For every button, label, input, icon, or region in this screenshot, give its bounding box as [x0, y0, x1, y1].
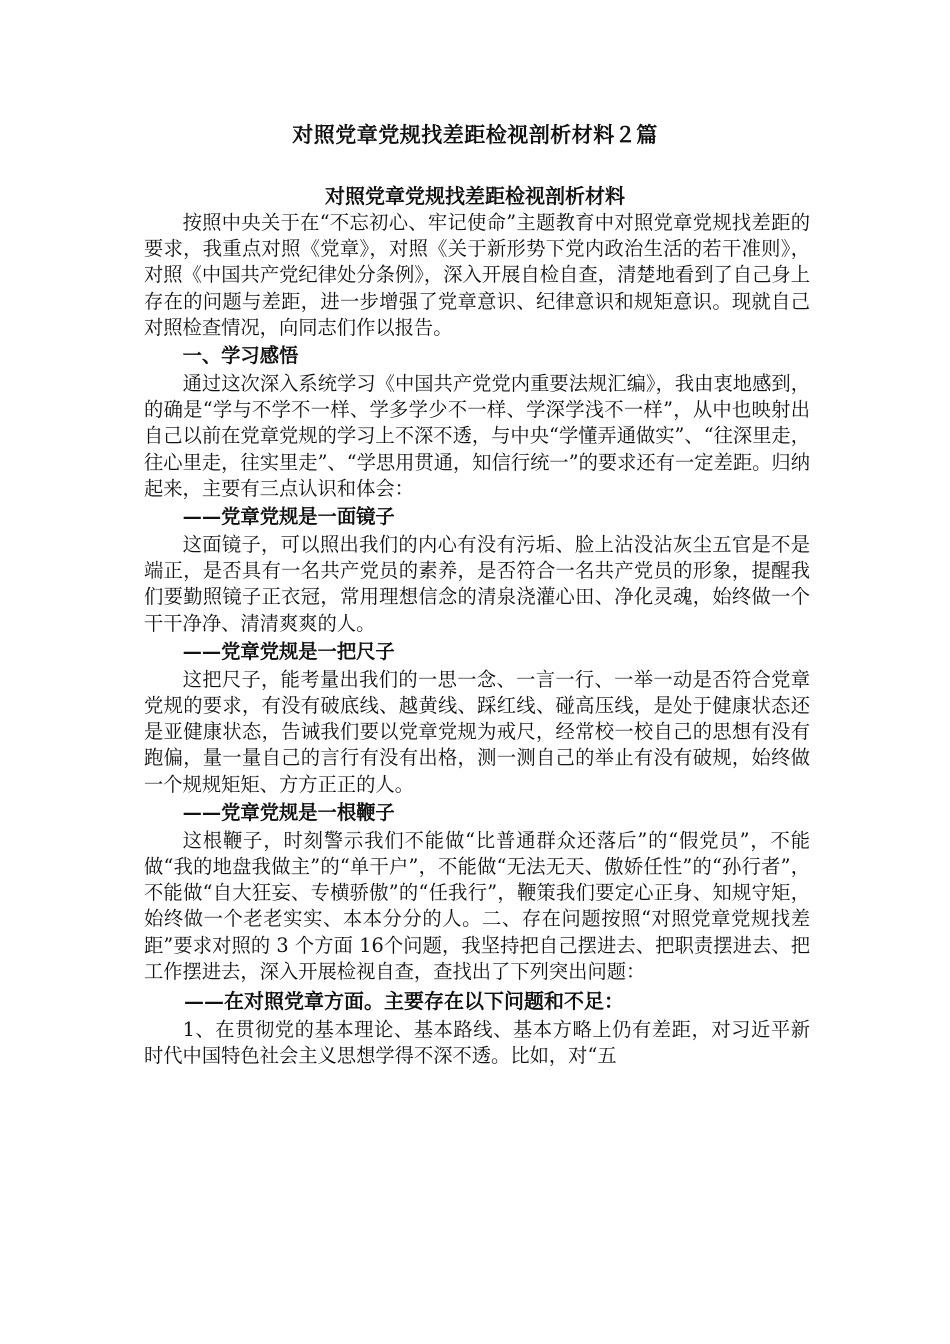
- ruler-paragraph: 这把尺子，能考量出我们的一思一念、一言一行、一举一动是否符合党章党规的要求，有没有破底线、越黄线、踩红线、碰高压线，是处于健康状态还是亚健康状态，告诫我们要以党章党规为戒尺，经常校一校自己的思想有没有跑偏，量一量自己的言行有没有出格，测一测自己的举止有没有破规，始终做一个规规矩矩、方方正正的人。: [144, 667, 810, 796]
- subheading-whip: ——党章党规是一根鞭子: [182, 800, 395, 824]
- document-body: [144, 210, 810, 1069]
- document-subtitle: 对照党章党规找差距检视剖析材料: [325, 184, 625, 208]
- intro-paragraph: 按照中央关于在“不忘初心、牢记使命”主题教育中对照党章党规找差距的要求，我重点对照《党章》，对照《关于新形势下党内政治生活的若干准则》，对照《中国共产党纪律处分条例》，深入开展自检自查，清楚地看到了自己身上存在的问题与差距，进一步增强了党章意识、纪律意识和规矩意识。现就自己对照检查情况，向同志们作以报告。: [144, 211, 810, 339]
- subheading-mirror: ——党章党规是一面镜子: [182, 505, 395, 529]
- section-heading-study: 一、学习感悟: [182, 344, 299, 368]
- mirror-paragraph: 这面镜子，可以照出我们的内心有没有污垢、脸上沾没沾灰尘五官是不是端正，是否具有一名共产党员的素养，是否符合一名共产党员的形象，提醒我们要勤照镜子正衣冠，常用理想信念的清泉浇灌心田、净化灵魂，始终做一个干干净净、清清爽爽的人。: [144, 533, 810, 635]
- item-1-paragraph: 1、在贯彻党的基本理论、基本路线、基本方略上仍有差距，对习近平新时代中国特色社会主义思想学得不深不透。比如，对“五: [144, 1018, 810, 1068]
- whip-paragraph: 这根鞭子，时刻警示我们不能做“比普通群众还落后”的“假党员”，不能做“我的地盘我做主”的“单干户”，不能做“无法无天、傲娇任性”的“孙行者”，不能做“自大狂妄、专横骄傲”的“任我行”，鞭策我们要定心正身、知规守矩，始终做一个老老实实、本本分分的人。二、存在问题按照“对照党章党规找差距”要求对照的 3 个方面 16个问题，我坚持把自己摆进去、把职责摆进去、把工作摆进去，深入开展检视自查，查找出了下列突出问题：: [144, 828, 810, 983]
- document-title: 对照党章党规找差距检视剖析材料２篇: [292, 122, 658, 147]
- study-paragraph: 通过这次深入系统学习《中国共产党党内重要法规汇编》，我由衷地感到，的确是“学与不学不一样、学多学少不一样、学深学浅不一样”，从中也映射出自己以前在党章党规的学习上不深不透，与中央“学懂弄通做实”、“往深里走，往心里走，往实里走”、“学思用贯通，知信行统一”的要求还有一定差距。归纳起来，主要有三点认识和体会：: [144, 372, 810, 500]
- subheading-ruler: ——党章党规是一把尺子: [182, 639, 395, 663]
- subheading-party-constitution: ——在对照党章方面。主要存在以下问题和不足：: [184, 989, 624, 1014]
